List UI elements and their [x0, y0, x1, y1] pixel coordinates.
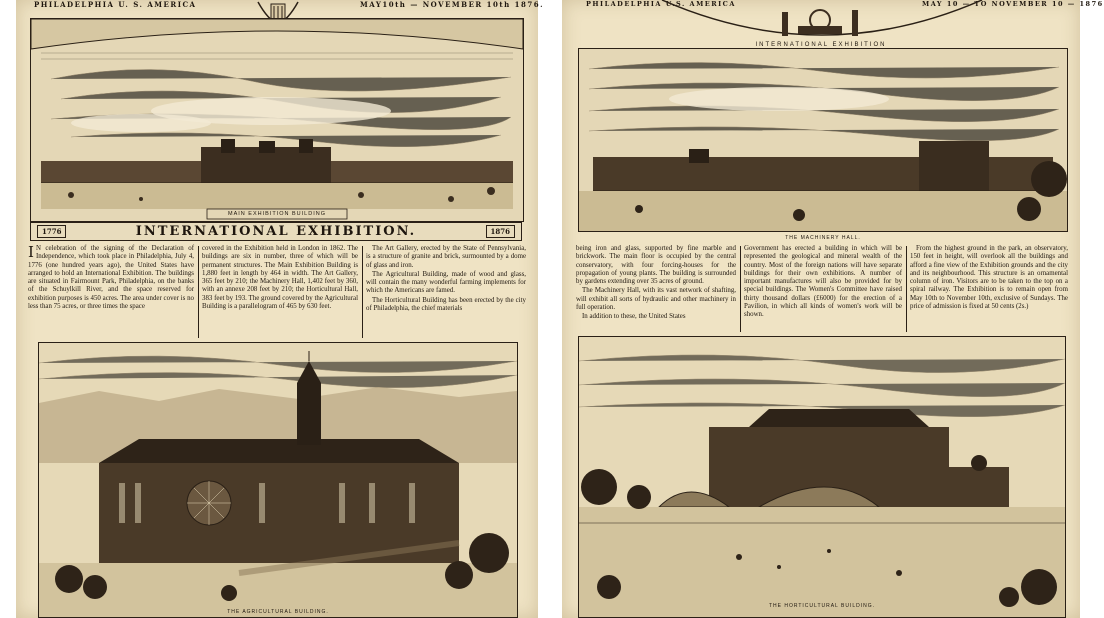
column-paragraph: being iron and glass, supported by fine marble and brickwork. The main floor is occupied by the central conservatory, with four forcing-houses for the propagation of young plants. The building is surrounded by gardens extending over 35 acres of ground. — [576, 245, 736, 286]
left-newspaper-page — [16, 0, 545, 618]
column-paragraph: From the highest ground in the park, an observatory, 150 feet in height, will overlook all the buildings and afford a fine view of the Exhibition grounds and the city and its neighbourhood. This structure is an ornamental column of iron. Visitors are to be taken to the top on a spiral railway. The Exhibition is to remain open from May 10th to November 10th, exclusive of Sundays. The price of admission is fixed at 50 cents (2s.) — [910, 245, 1068, 311]
column-divider — [906, 246, 907, 332]
horticultural-building-engraving — [578, 336, 1066, 618]
column-paragraph: The Agricultural Building, made of wood and glass, will contain the many wonderful farming implements for which the Americans are famed. — [366, 270, 526, 295]
main-exhibition-illustration — [31, 19, 523, 221]
column-paragraph: Government has erected a building in which will be represented the geological and mineral wealth of the country. Most of the foreign nations will have separate buildings for their own exhibitions. A number of important manufactures will also be provided for by special buildings. The Women's Committee have raised thirty thousand dollars (£6000) for the erection of a Pavilion, in which all kinds of women's work will be shown. — [744, 245, 902, 319]
right-newspaper-page — [562, 0, 1104, 618]
horticultural-building-caption: THE HORTICULTURAL BUILDING. — [768, 603, 876, 609]
left-header-dates: MAY10th — NOVEMBER 10th 1876. — [360, 0, 545, 9]
column-paragraph: N celebration of the signing of the Declaration of Independence, which took place in Philadelphia, July 4, 1776 (one hundred years ago), the United States have arranged to hold an International Exhibition. The buildings are situated in Fairmount Park, Philadelphia, on the banks of the Schuylkill River, and the space reserved for exhibition purposes is 450 acres. The area under cover is no less than 75 acres, or three times the space — [28, 245, 194, 311]
international-exhibition-banner — [30, 222, 522, 241]
left-text-column-1 — [28, 245, 194, 341]
machinery-hall-caption: THE MACHINERY HALL. — [785, 235, 861, 241]
column-paragraph: covered in the Exhibition held in London in 1862. The buildings are six in number, three of which will be permanent structures. The Main Exhibition Building is 1,880 feet in length by 464 in width. The Art Gallery, 365 feet by 210; the Machinery Hall, 1,402 feet by 360, with an annexe 208 feet by 210; the Horticultural Hall, 383 feet by 193. The ground covered by the Agricultural Building is a parallelogram of 465 by 630 feet. — [202, 245, 358, 311]
agricultural-building-illustration — [39, 343, 517, 617]
agricultural-building-caption: THE AGRICULTURAL BUILDING. — [227, 609, 329, 615]
right-text-column-1 — [576, 245, 736, 335]
main-exhibition-caption: MAIN EXHIBITION BUILDING — [228, 211, 326, 217]
drop-cap: I — [28, 243, 34, 261]
column-paragraph: In addition to these, the United States — [582, 313, 686, 321]
right-text-column-3 — [910, 245, 1068, 335]
left-header-location: PHILADELPHIA U. S. AMERICA — [34, 0, 197, 9]
left-text-column-3 — [366, 245, 526, 341]
column-paragraph: The Machinery Hall, with its vast network of shafting, will exhibit all sorts of hydraulic and other machinery in full operation. — [576, 287, 736, 312]
banner-title: INTERNATIONAL EXHIBITION. — [135, 224, 417, 239]
column-divider — [362, 246, 363, 338]
right-text-column-2 — [744, 245, 902, 335]
right-header-dates: MAY 10 — TO NOVEMBER 10 — 1876 — [922, 0, 1104, 8]
agricultural-building-engraving — [38, 342, 518, 618]
machinery-hall-illustration — [579, 49, 1067, 231]
machinery-hall-engraving — [578, 48, 1068, 241]
column-divider — [198, 246, 199, 338]
left-text-column-2 — [202, 245, 358, 341]
right-header-location: PHILADELPHIA U.S. AMERICA — [586, 0, 736, 8]
horticultural-building-illustration — [579, 337, 1065, 617]
column-paragraph: The Art Gallery, erected by the State of Pennsylvania, is a structure of granite and brick, surmounted by a dome of glass and iron. — [366, 245, 526, 269]
year-1876-label: 1876 — [486, 225, 515, 238]
emblem-caption: INTERNATIONAL EXHIBITION — [755, 42, 887, 48]
column-paragraph: The Horticultural Building has been erected by the city of Philadelphia, the chief materials — [366, 296, 526, 313]
column-divider — [740, 246, 741, 332]
year-1776-label: 1776 — [37, 225, 66, 238]
main-exhibition-engraving — [30, 18, 524, 222]
